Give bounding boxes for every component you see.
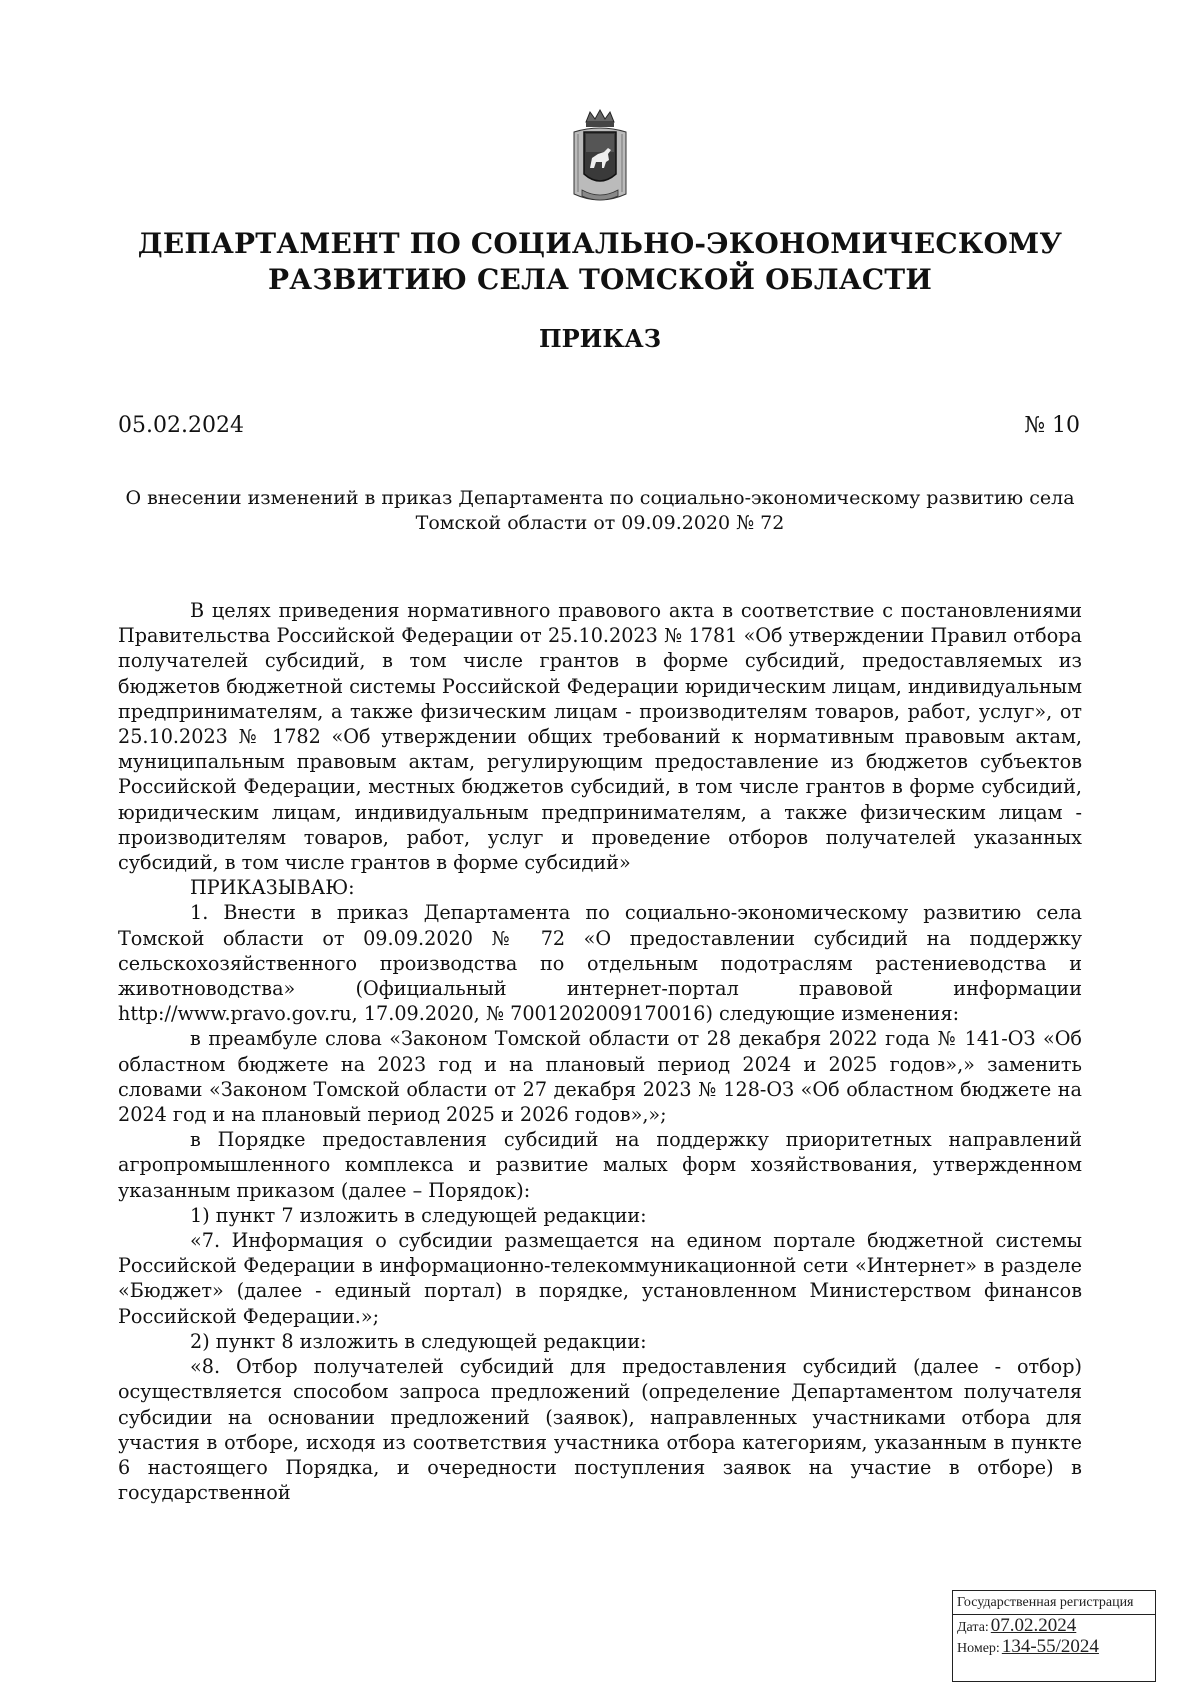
paragraph-preamble-change: в преамбуле слова «Законом Томской области от 28 декабря 2022 года № 141-ОЗ «Об областном бюджете на 2023 год и на плановый период 2024 и 2025 годов»,» заменить словами «Законом Томской области от 27 декабря 2023 № 128-ОЗ «Об областном бюджете на 2024 год и на плановый период 2025 и 2026 годов»,»; bbox=[118, 1027, 1082, 1127]
paragraph-preamble: В целях приведения нормативного правового акта в соответствие с постановлениями Правительства Российской Федерации от 25.10.2023 № 1781 «Об утверждении Правил отбора получателей субсидий, в том числе грантов в форме субсидий, предоставляемых из бюджетов бюджетной системы Российской Федерации юридическим лицам, индивидуальным предпринимателям, а также физическим лицам - производителям товаров, работ, услуг», от 25.10.2023 № 1782 «Об утверждении общих требований к нормативным правовым актам, муниципальным правовым актам, регулирующим предоставление из бюджетов субъектов Российской Федерации, местных бюджетов субсидий, в том числе грантов в форме субсидий, юридическим лицам, индивидуальным предпринимателям, а также физическим лицам - производителям товаров, работ, услуг и проведение отборов получателей указанных субсидий, в том числе грантов в форме субсидий» bbox=[118, 599, 1082, 875]
document-type: ПРИКАЗ bbox=[538, 324, 662, 353]
department-line-1: ДЕПАРТАМЕНТ ПО СОЦИАЛЬНО-ЭКОНОМИЧЕСКОМУ bbox=[137, 227, 1063, 260]
subject-line-1: О внесении изменений в приказ Департамента по социально-экономическому развитию села bbox=[125, 487, 1075, 509]
coat-of-arms-icon bbox=[568, 108, 632, 208]
document-number: № 10 bbox=[1024, 413, 1080, 438]
stamp-number-row bbox=[957, 1637, 1151, 1658]
department-line-2: РАЗВИТИЮ СЕЛА ТОМСКОЙ ОБЛАСТИ bbox=[267, 263, 933, 296]
stamp-number-value: 134-55/2024 bbox=[1001, 1636, 1099, 1657]
stamp-title: Государственная регистрация bbox=[957, 1595, 1134, 1610]
stamp-date-row bbox=[957, 1616, 1151, 1637]
document-body bbox=[118, 598, 1082, 1505]
stamp-date-value: 07.02.2024 bbox=[990, 1615, 1077, 1636]
registration-stamp bbox=[952, 1590, 1156, 1682]
department-heading bbox=[120, 226, 1080, 298]
paragraph-subitem-1: 1) пункт 7 изложить в следующей редакции: bbox=[190, 1203, 647, 1227]
subject-line-2: Томской области от 09.09.2020 № 72 bbox=[415, 512, 785, 534]
paragraph-order-word: ПРИКАЗЫВАЮ: bbox=[190, 876, 355, 900]
document-date: 05.02.2024 bbox=[118, 413, 244, 438]
paragraph-point-7: «7. Информация о субсидии размещается на едином портале бюджетной системы Российской Федерации в информационно-телекоммуникационной сети «Интернет» в разделе «Бюджет» (далее - единый портал) в порядке, установленном Министерством финансов Российской Федерации.»; bbox=[118, 1229, 1082, 1328]
stamp-number-label: Номер: bbox=[957, 1641, 1000, 1656]
paragraph-point-8: «8. Отбор получателей субсидий для предоставления субсидий (далее - отбор) осуществляется способом запроса предложений (определение Департаментом получателя субсидии на основании предложений (заявок), направленных участниками отбора для участия в отборе, исходя из соответствия участника отбора категориям, указанным в пункте 6 настоящего Порядка, и очередности поступления заявок на участие в отборе) в государственной bbox=[118, 1355, 1082, 1505]
stamp-date-label: Дата: bbox=[957, 1620, 989, 1635]
paragraph-procedure: в Порядке предоставления субсидий на поддержку приоритетных направлений агропромышленного комплекса и развитие малых форм хозяйствования, утвержденном указанным приказом (далее – Порядок): bbox=[118, 1128, 1082, 1202]
paragraph-item-1: 1. Внести в приказ Департамента по социально-экономическому развитию села Томской области от 09.09.2020 № 72 «О предоставлении субсидий на поддержку сельскохозяйственного производства по отдельным подотраслям растениеводства и животноводства» (Официальный интернет-портал правовой информации http://www.pravo.gov.ru, 17.09.2020, № 7001202009170016) следующие изменения: bbox=[118, 901, 1082, 1026]
paragraph-subitem-2: 2) пункт 8 изложить в следующей редакции: bbox=[190, 1329, 647, 1353]
document-subject bbox=[120, 486, 1080, 536]
